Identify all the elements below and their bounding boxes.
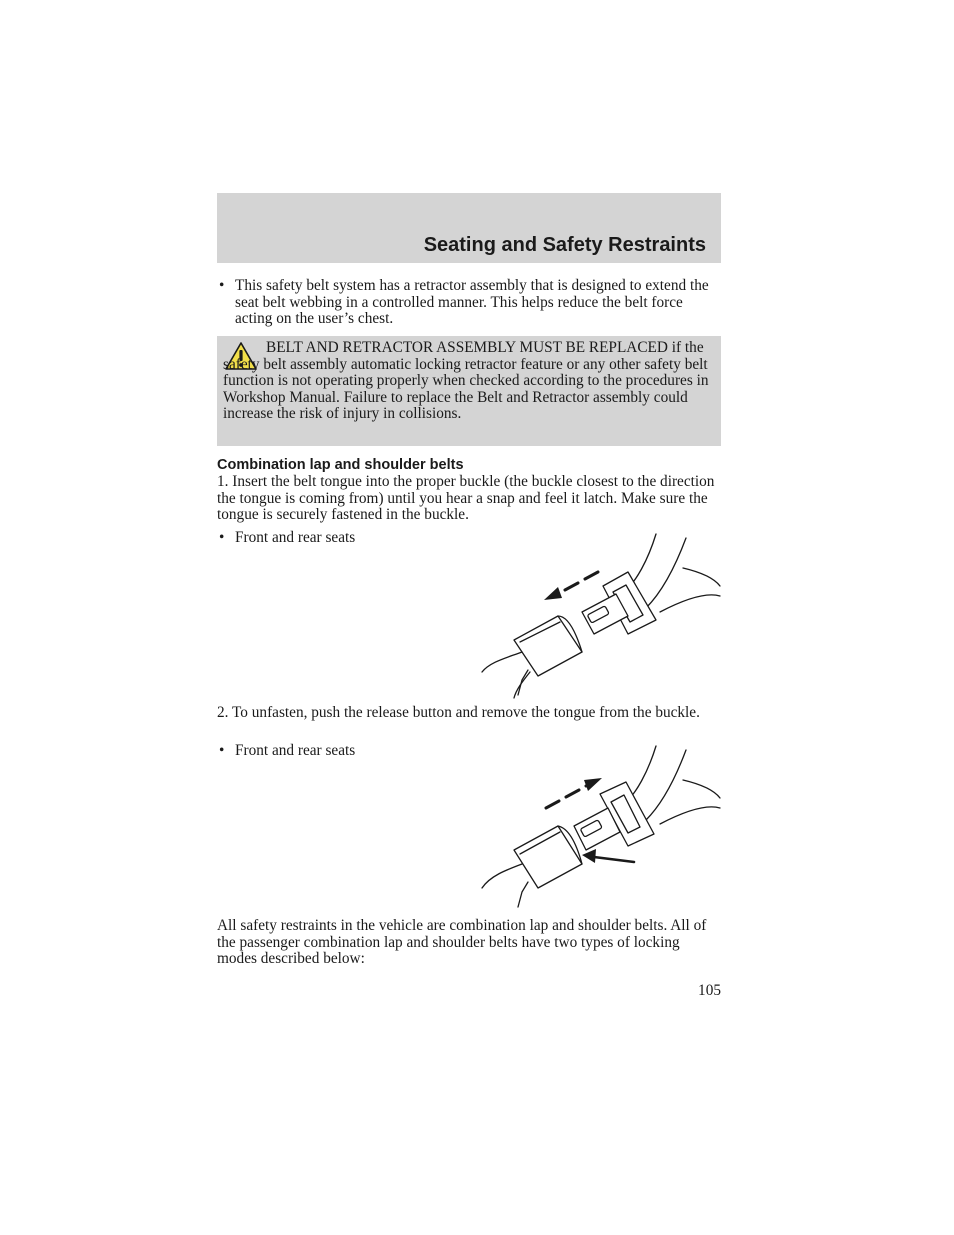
step-1-text: 1. Insert the belt tongue into the proper buckle (the buckle closest to the direction the tongue is coming from) until you hear a snap and feel it latch. Make sure the tongue is securely fastened in the buckle.	[217, 473, 715, 523]
warning-text: BELT AND RETRACTOR ASSEMBLY MUST BE REPLACED if the safety belt assembly automatic locking retractor feature or any other safety belt function is not operating properly when checked according to the procedures in Workshop Manual. Failure to replace the Belt and Retractor assembly could increase the risk of injury in collisions.	[223, 339, 709, 422]
intro-bullet-text: This safety belt system has a retractor assembly that is designed to extend the seat belt webbing in a controlled manner. This helps reduce the belt force acting on the user’s chest.	[235, 277, 709, 327]
step-2-text: 2. To unfasten, push the release button and remove the tongue from the buckle.	[217, 704, 700, 721]
step-1-bullet-text: Front and rear seats	[235, 529, 356, 546]
step-2-bullet-text: Front and rear seats	[235, 742, 356, 759]
intro-bullet	[217, 278, 721, 328]
bullet-dot: •	[219, 277, 225, 294]
section-title: Seating and Safety Restraints	[423, 234, 706, 256]
unfasten-belt-illustration	[478, 742, 723, 912]
warning-box	[217, 336, 721, 446]
closing-paragraph: All safety restraints in the vehicle are combination lap and shoulder belts. All of the passenger combination lap and shoulder belts have two types of locking modes described below:	[217, 917, 707, 967]
section-header-band	[217, 193, 721, 263]
step-2-bullet	[217, 743, 467, 760]
bullet-dot: •	[219, 529, 225, 546]
fasten-belt-illustration	[478, 530, 723, 700]
combination-belts-heading: Combination lap and shoulder belts	[217, 457, 464, 473]
bullet-dot: •	[219, 742, 225, 759]
page-number: 105	[698, 982, 721, 999]
step-1-bullet	[217, 530, 467, 547]
